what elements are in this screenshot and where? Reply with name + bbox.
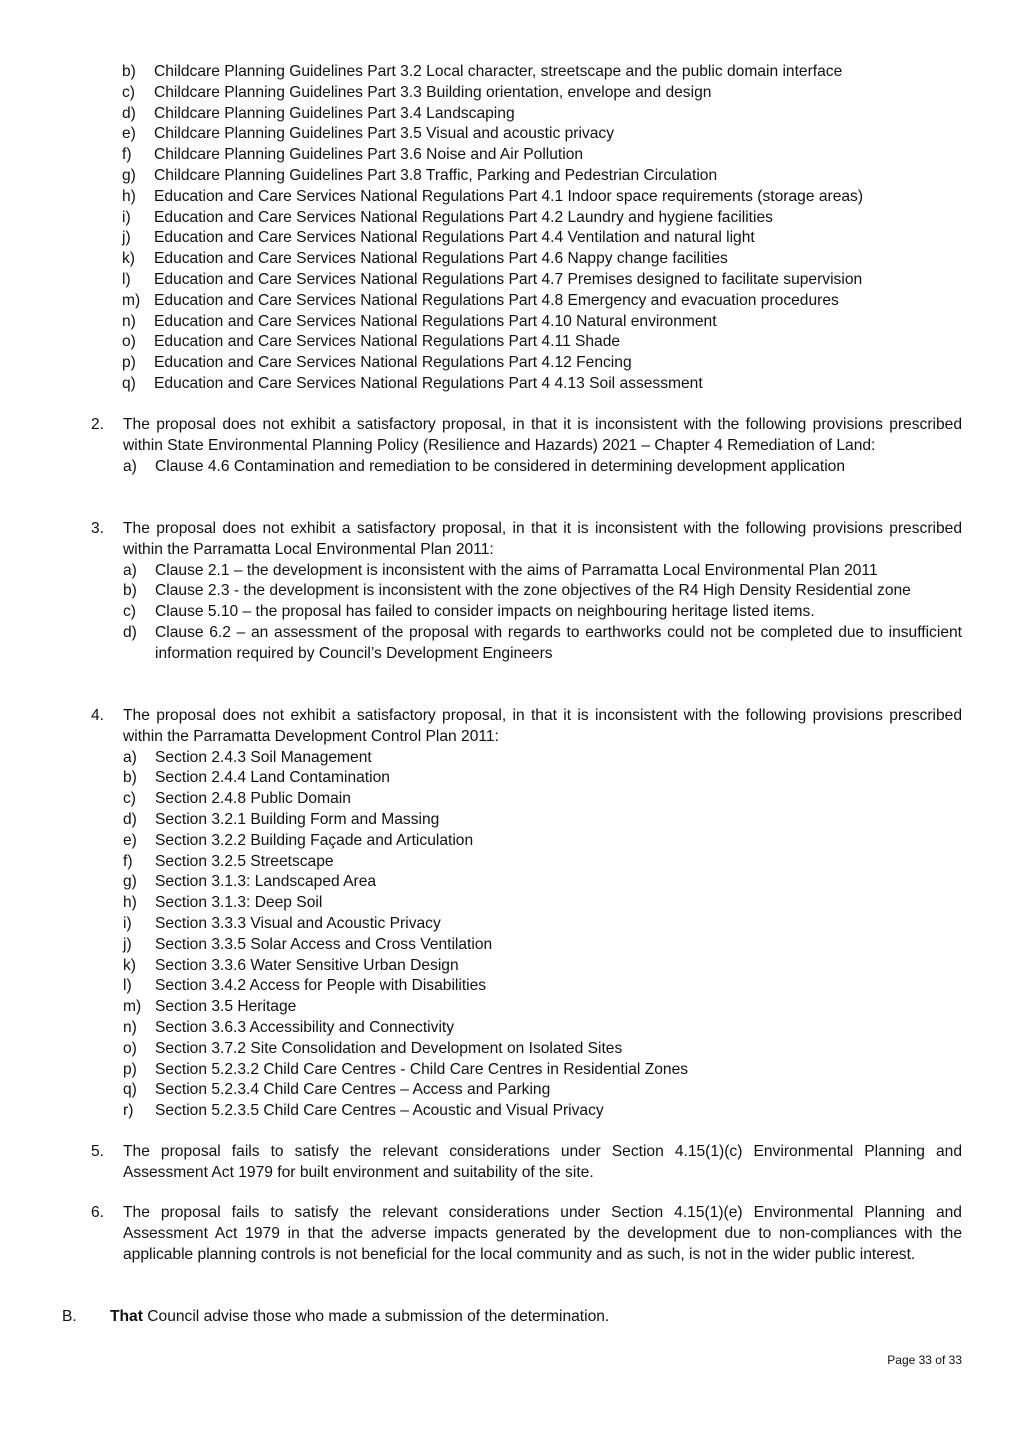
item-text: Clause 5.10 – the proposal has failed to consider impacts on neighbouring heritage listed items.	[155, 603, 815, 621]
reason-item-4	[91, 706, 962, 1122]
item-label: q)	[123, 1081, 137, 1099]
list-item	[122, 187, 962, 208]
item-label: m)	[122, 291, 141, 309]
list-item	[123, 623, 962, 665]
item-text: Clause 2.3 - the development is inconsistent with the zone objectives of the R4 High Density Residential zone	[155, 582, 911, 600]
list-item	[122, 124, 962, 145]
item-label: h)	[122, 187, 136, 205]
item-label: p)	[122, 354, 136, 372]
item-label: a)	[123, 457, 137, 475]
list-item	[123, 768, 962, 789]
item-label: n)	[123, 1018, 137, 1036]
resolution-text-wrap	[110, 1307, 609, 1328]
reason-item-5	[91, 1142, 962, 1184]
item-label: j)	[123, 935, 132, 953]
item-text: Section 2.4.8 Public Domain	[155, 790, 351, 808]
item-text: Section 5.2.3.5 Child Care Centres – Acoustic and Visual Privacy	[155, 1102, 604, 1120]
list-item	[122, 374, 962, 395]
item-text: Section 3.6.3 Accessibility and Connectivity	[155, 1018, 455, 1036]
item-paragraph: The proposal fails to satisfy the relevant considerations under Section 4.15(1)(c) Environmental Planning and Assessment Act 1979 for built environment and suitability of the site.	[123, 1143, 962, 1181]
item-paragraph: The proposal does not exhibit a satisfactory proposal, in that it is inconsistent with the following provisions prescribed within State Environmental Planning Policy (Resilience and Hazards) 2021 – Chapter 4 Remediation of Land:	[123, 416, 962, 454]
continued-sub-list	[122, 62, 962, 395]
list-item	[123, 872, 962, 893]
page-number: Page 33 of 33	[887, 1353, 962, 1367]
item-label: h)	[123, 894, 137, 912]
list-item	[123, 602, 962, 623]
item-label: k)	[123, 956, 136, 974]
list-item	[123, 789, 962, 810]
item-label: m)	[123, 998, 142, 1016]
item-text: Section 3.1.3: Deep Soil	[155, 894, 323, 912]
list-item	[123, 852, 962, 873]
item-label: e)	[122, 125, 136, 143]
item-text: Childcare Planning Guidelines Part 3.8 Traffic, Parking and Pedestrian Circulation	[154, 166, 718, 184]
list-item	[123, 1018, 962, 1039]
list-item	[123, 893, 962, 914]
list-item	[123, 1101, 962, 1122]
list-item	[123, 581, 962, 602]
item-label: i)	[123, 914, 132, 932]
item-text: Childcare Planning Guidelines Part 3.2 Local character, streetscape and the public domain interface	[154, 63, 843, 80]
list-item	[122, 208, 962, 229]
item-number: 5.	[91, 1143, 105, 1160]
item-text: Education and Care Services National Regulations Part 4 4.13 Soil assessment	[154, 374, 703, 392]
item-text: Section 3.3.3 Visual and Acoustic Privacy	[155, 914, 441, 932]
item-text: Section 5.2.3.4 Child Care Centres – Access and Parking	[155, 1081, 551, 1099]
list-item	[123, 561, 962, 582]
item-label: b)	[122, 63, 136, 80]
item-number: 6.	[91, 1204, 105, 1221]
item-text: Section 3.2.2 Building Façade and Articulation	[155, 831, 474, 849]
item-number: 3.	[91, 520, 105, 537]
list-item	[122, 353, 962, 374]
item-text: Section 3.3.6 Water Sensitive Urban Design	[155, 956, 459, 974]
item-label: p)	[123, 1060, 137, 1078]
item-text: Section 2.4.4 Land Contamination	[155, 769, 390, 787]
item-label: k)	[122, 250, 135, 268]
item-text: Section 3.3.5 Solar Access and Cross Ventilation	[155, 935, 493, 953]
list-item	[123, 1039, 962, 1060]
item-paragraph: The proposal does not exhibit a satisfactory proposal, in that it is inconsistent with the following provisions prescribed within the Parramatta Local Environmental Plan 2011:	[123, 520, 962, 558]
list-item	[123, 935, 962, 956]
list-item	[122, 166, 962, 187]
list-item	[123, 457, 962, 478]
item-label: f)	[123, 852, 133, 870]
item-text: Childcare Planning Guidelines Part 3.5 Visual and acoustic privacy	[154, 125, 614, 143]
resolution-text: Council advise those who made a submission of the determination.	[142, 1308, 610, 1325]
item-text: Education and Care Services National Regulations Part 4.10 Natural environment	[154, 312, 717, 330]
item-text: Clause 2.1 – the development is inconsistent with the aims of Parramatta Local Environmental Plan 2011	[155, 561, 878, 579]
list-item	[122, 249, 962, 270]
list-item	[123, 748, 962, 769]
item-label: l)	[123, 977, 132, 995]
item-text: Section 2.4.3 Soil Management	[155, 748, 372, 766]
item-label: i)	[122, 208, 131, 226]
item-label: a)	[123, 561, 137, 579]
item-text: Section 5.2.3.2 Child Care Centres - Child Care Centres in Residential Zones	[155, 1060, 689, 1078]
item-label: e)	[123, 831, 137, 849]
item-text: Childcare Planning Guidelines Part 3.3 Building orientation, envelope and design	[154, 83, 712, 101]
list-item	[123, 1080, 962, 1101]
item-text: Education and Care Services National Regulations Part 4.4 Ventilation and natural light	[154, 229, 755, 247]
list-item	[123, 976, 962, 997]
list-item	[122, 83, 962, 104]
list-item	[122, 332, 962, 353]
list-item	[123, 831, 962, 852]
list-item	[122, 291, 962, 312]
item-text: Education and Care Services National Regulations Part 4.2 Laundry and hygiene facilities	[154, 208, 773, 226]
item-label: c)	[123, 790, 136, 808]
item-text: Education and Care Services National Regulations Part 4.6 Nappy change facilities	[154, 250, 728, 268]
item-text: Clause 4.6 Contamination and remediation to be considered in determining development application	[155, 457, 846, 475]
item-label: b)	[123, 582, 137, 600]
item-label: f)	[122, 146, 132, 164]
item-text: Section 3.2.5 Streetscape	[155, 852, 334, 870]
item-label: c)	[122, 83, 135, 101]
list-item	[122, 228, 962, 249]
list-item	[123, 810, 962, 831]
item-text: Section 3.2.1 Building Form and Massing	[155, 810, 440, 828]
item-number: 4.	[91, 707, 105, 724]
reason-item-6	[91, 1203, 962, 1265]
list-item	[122, 312, 962, 333]
item-number: 2.	[91, 416, 105, 433]
item-text: Section 3.4.2 Access for People with Disabilities	[155, 977, 487, 995]
item-text: Education and Care Services National Regulations Part 4.12 Fencing	[154, 354, 632, 372]
item-label: c)	[123, 603, 136, 621]
item-paragraph: The proposal fails to satisfy the relevant considerations under Section 4.15(1)(e) Environmental Planning and Assessment Act 1979 in that the adverse impacts generated by the development due to non-compliances with the applicable planning controls is not beneficial for the local community and as such, is not in the wider public interest.	[123, 1204, 962, 1263]
item-label: l)	[122, 270, 131, 288]
list-item	[123, 997, 962, 1018]
item-label: r)	[123, 1102, 134, 1120]
item-paragraph: The proposal does not exhibit a satisfactory proposal, in that it is inconsistent with the following provisions prescribed within the Parramatta Development Control Plan 2011:	[123, 707, 962, 745]
item-text: Education and Care Services National Regulations Part 4.8 Emergency and evacuation procedures	[154, 291, 839, 309]
list-item	[122, 145, 962, 166]
resolution-bold-text: That	[110, 1308, 143, 1325]
item-label: d)	[123, 623, 137, 641]
item-text: Education and Care Services National Regulations Part 4.11 Shade	[154, 333, 621, 351]
item-text: Section 3.7.2 Site Consolidation and Development on Isolated Sites	[155, 1039, 623, 1057]
reason-item-2	[91, 415, 962, 477]
item-text: Section 3.1.3: Landscaped Area	[155, 873, 377, 891]
item-label: b)	[123, 769, 137, 787]
list-item	[123, 914, 962, 935]
item-label: d)	[122, 104, 136, 122]
list-item	[123, 956, 962, 977]
item-label: n)	[122, 312, 136, 330]
list-item	[122, 104, 962, 125]
item-label: j)	[122, 229, 131, 247]
list-item	[123, 1060, 962, 1081]
item-label: g)	[122, 166, 136, 184]
item-label: g)	[123, 873, 137, 891]
item-label: a)	[123, 748, 137, 766]
item-text: Clause 6.2 – an assessment of the proposal with regards to earthworks could not be completed due to insufficient information required by Council’s Development Engineers	[155, 623, 962, 662]
item-label: o)	[123, 1039, 137, 1057]
item-text: Childcare Planning Guidelines Part 3.4 Landscaping	[154, 104, 515, 122]
item-label: q)	[122, 374, 136, 392]
resolution-b	[62, 1307, 962, 1328]
reason-item-3	[91, 519, 962, 665]
item-text: Section 3.5 Heritage	[155, 998, 297, 1016]
item-text: Education and Care Services National Regulations Part 4.7 Premises designed to facilitate supervision	[154, 270, 863, 288]
list-item	[122, 270, 962, 291]
item-label: o)	[122, 333, 136, 351]
item-text: Education and Care Services National Regulations Part 4.1 Indoor space requirements (storage areas)	[154, 187, 864, 205]
item-label: d)	[123, 810, 137, 828]
item-text: Childcare Planning Guidelines Part 3.6 Noise and Air Pollution	[154, 146, 584, 164]
resolution-label: B.	[62, 1308, 77, 1325]
list-item	[122, 62, 962, 83]
